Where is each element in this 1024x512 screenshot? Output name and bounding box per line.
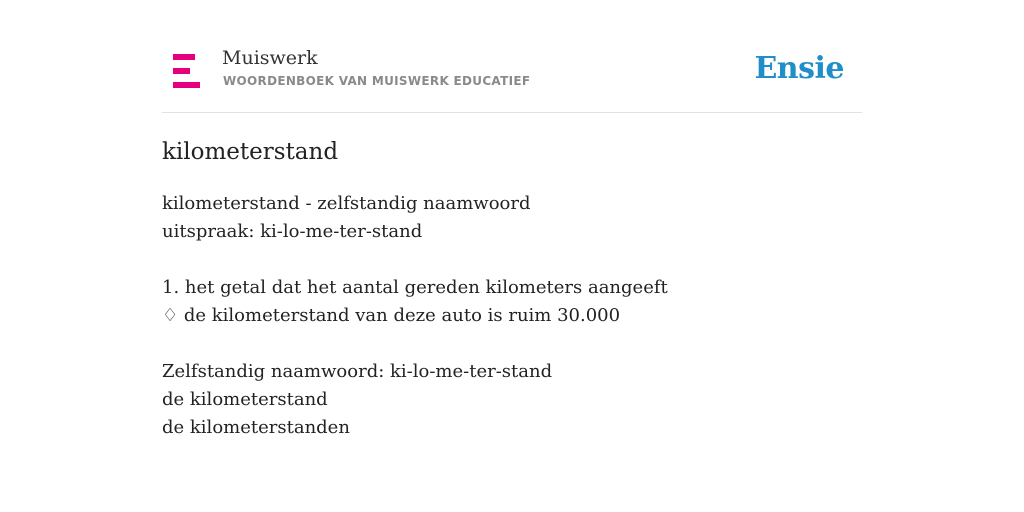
site-header <box>162 38 862 113</box>
blank-line <box>162 330 668 358</box>
page-title: kilometerstand <box>162 139 339 165</box>
blank-line <box>162 246 668 274</box>
singular-form-line: de kilometerstand <box>162 389 328 410</box>
ensie-logo-link[interactable]: Ensie <box>754 51 844 86</box>
brand-subtitle: WOORDENBOEK VAN MUISWERK EDUCATIEF <box>223 74 531 88</box>
hyphenation-line: Zelfstandig naamwoord: ki-lo-me-ter-stand <box>162 361 553 382</box>
definition-line: kilometerstand - zelfstandig naamwoord <box>162 193 531 214</box>
plural-form-line: de kilometerstanden <box>162 417 350 438</box>
meaning-line: 1. het getal dat het aantal gereden kilometers aangeeft <box>162 277 668 298</box>
brand-name[interactable]: Muiswerk <box>222 47 318 69</box>
example-line: ♢ de kilometerstand van deze auto is ruim 30.000 <box>162 305 621 326</box>
definition-body <box>162 190 668 442</box>
pronunciation-line: uitspraak: ki-lo-me-ter-stand <box>162 221 423 242</box>
muiswerk-logo-icon[interactable] <box>173 54 200 88</box>
